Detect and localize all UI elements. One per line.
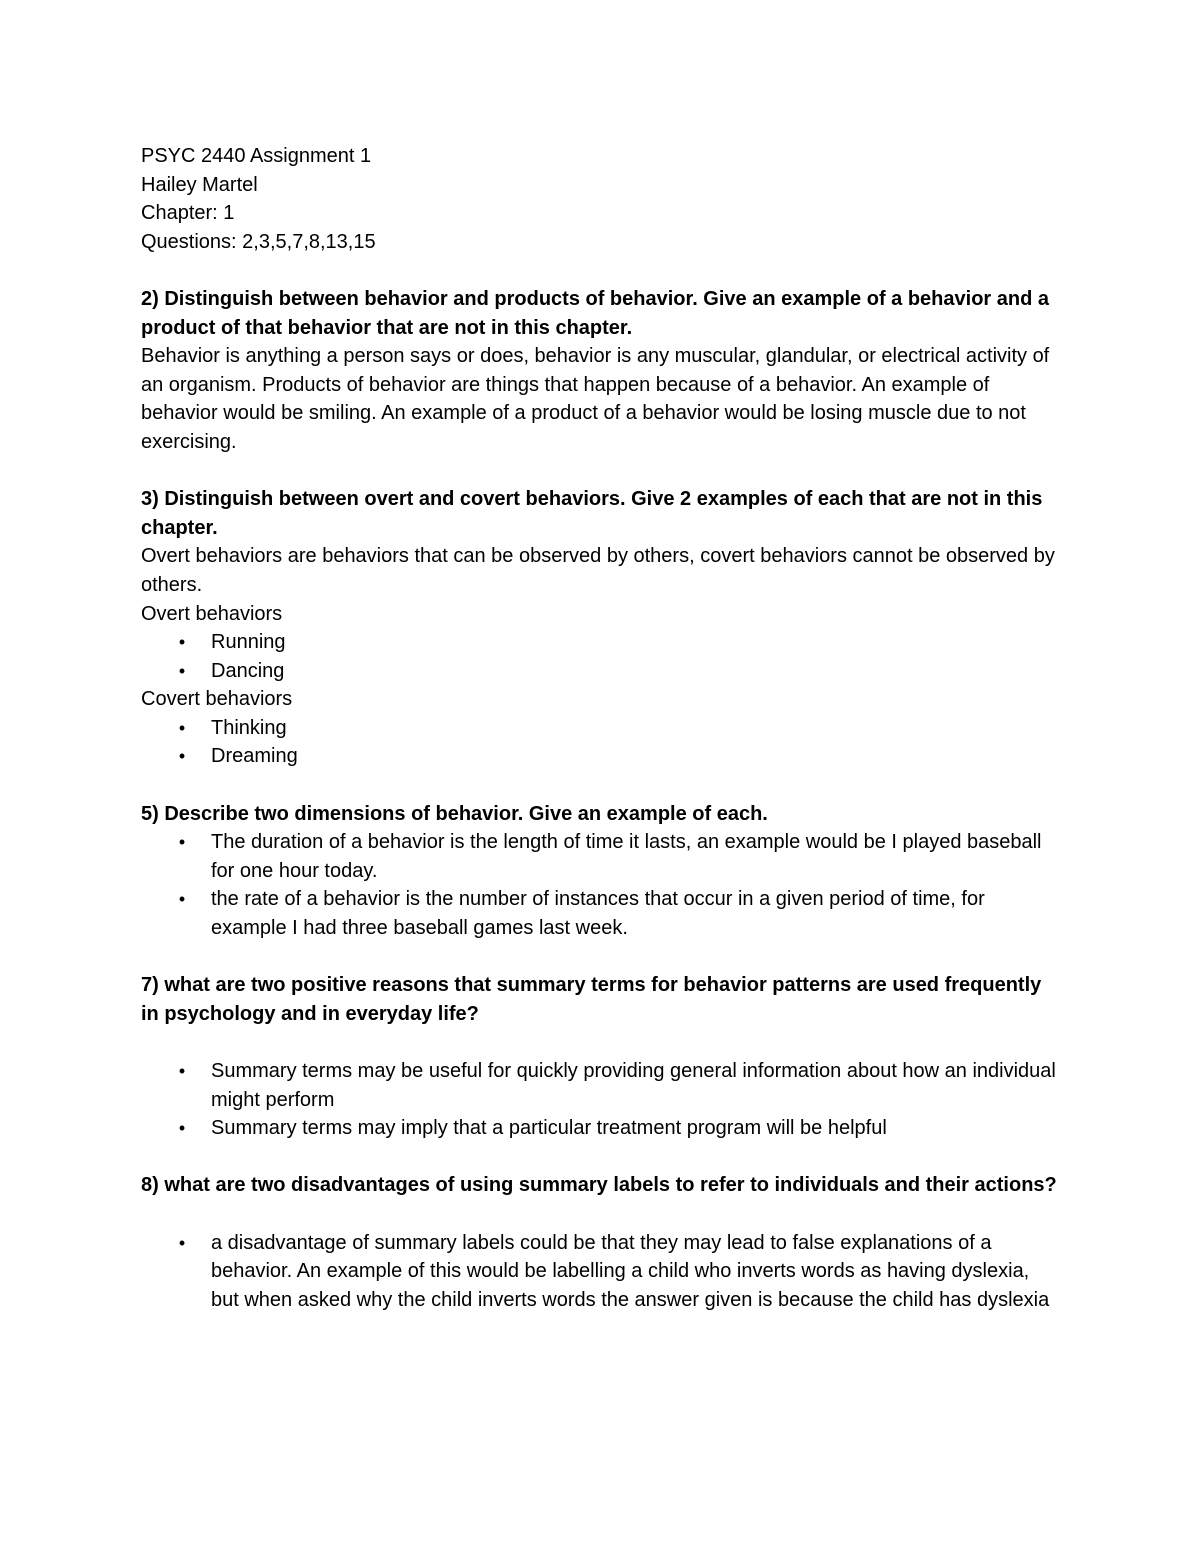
question-7: 7) what are two positive reasons that summary terms for behavior patterns are used frequently in psychology and in everyday life? [141, 974, 1042, 1025]
spacer [141, 1028, 1061, 1057]
bullet-icon: • [178, 660, 186, 681]
question-2: 2) Distinguish between behavior and products of behavior. Give an example of a behavior and a product of that behavior that are not in this chapter. [141, 287, 1049, 339]
covert-label: Covert behaviors [141, 688, 293, 711]
list-item [141, 828, 1061, 885]
covert-list [141, 714, 1061, 771]
answer-2: Behavior is anything a person says or does, behavior is any muscular, glandular, or electrical activity of an organism. Products of behavior are things that happen because of a behavior. An example of behavior would be smiling. An example of a product of a behavior would be losing muscle due to not exercising. [141, 345, 1050, 453]
bullet-icon: • [178, 832, 186, 853]
list-item [141, 1114, 1061, 1143]
q8-list [141, 1229, 1061, 1315]
bullet-icon: • [178, 632, 186, 653]
list-item-text: The duration of a behavior is the length of time it lasts, an example would be I played baseball for one hour today. [211, 831, 1042, 882]
list-item-text: Dreaming [211, 745, 298, 768]
list-item-text: Thinking [211, 716, 287, 739]
overt-list [141, 628, 1061, 685]
list-item [141, 885, 1061, 942]
question-3: 3) Distinguish between overt and covert behaviors. Give 2 examples of each that are not in this chapter. [141, 488, 1043, 539]
answer-3: Overt behaviors are behaviors that can be observed by others, covert behaviors cannot be observed by others. [141, 545, 1055, 596]
list-item-text: Dancing [211, 659, 285, 682]
list-item [141, 742, 1061, 771]
bullet-icon: • [178, 1118, 186, 1139]
bullet-icon: • [178, 889, 186, 910]
list-item [141, 657, 1061, 686]
author-name: Hailey Martel [141, 173, 258, 196]
course-title: PSYC 2440 Assignment 1 [141, 145, 372, 167]
spacer [141, 943, 1061, 972]
spacer [141, 457, 1061, 486]
list-item-text: Running [211, 631, 286, 654]
list-item [141, 1229, 1061, 1315]
q5-list [141, 828, 1061, 942]
spacer [141, 256, 1061, 285]
bullet-icon: • [178, 746, 186, 767]
bullet-icon: • [178, 1061, 186, 1081]
bullet-icon: • [178, 1232, 186, 1253]
document-page [141, 142, 1061, 1314]
chapter-label: Chapter: 1 [141, 202, 235, 225]
list-item-text: Summary terms may imply that a particular treatment program will be helpful [211, 1117, 887, 1140]
list-item-text: a disadvantage of summary labels could be that they may lead to false explanations of a behavior. An example of this would be labelling a child who inverts words as having dyslexia, but when asked why the child inverts words the answer given is because the child has dyslexia [211, 1231, 1050, 1311]
bullet-icon: • [178, 717, 186, 738]
list-item [141, 628, 1061, 657]
spacer [141, 1143, 1061, 1172]
list-item-text: Summary terms may be useful for quickly providing general information about how an individual might perform [211, 1060, 1056, 1111]
spacer [141, 771, 1061, 800]
question-8: 8) what are two disadvantages of using summary labels to refer to individuals and their actions? [141, 1174, 1057, 1197]
list-item [141, 714, 1061, 743]
list-item-text: the rate of a behavior is the number of instances that occur in a given period of time, for example I had three baseball games last week. [211, 888, 985, 940]
q7-list [141, 1057, 1061, 1143]
question-5: 5) Describe two dimensions of behavior. Give an example of each. [141, 802, 768, 825]
spacer [141, 1200, 1061, 1229]
overt-label: Overt behaviors [141, 602, 283, 625]
list-item [141, 1057, 1061, 1114]
questions-label: Questions: 2,3,5,7,8,13,15 [141, 230, 376, 253]
